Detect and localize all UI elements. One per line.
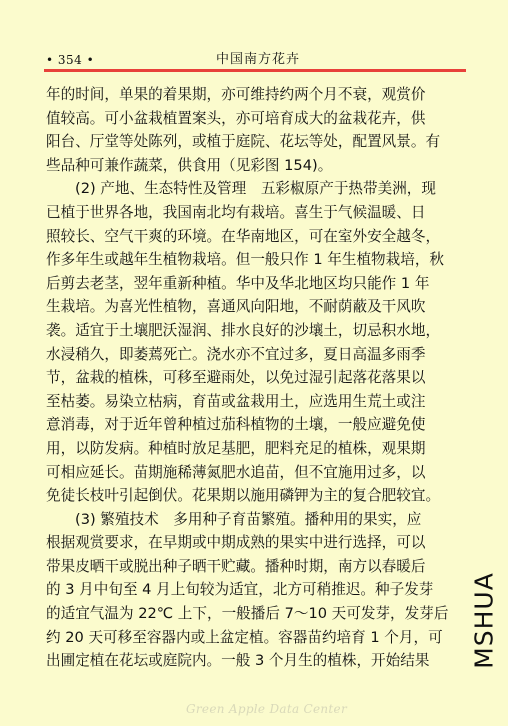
text-line: 的 3 月中旬至 4 月上旬较为适宜，北方可稍推迟。种子发芽 — [46, 581, 434, 599]
text-line: 水浸稍久，即萎蔫死亡。浇水亦不宜过多，夏日高温多雨季 — [46, 345, 426, 363]
text-line: 的适宜气温为 22℃ 上下，一般播后 7～10 天可发芽，发芽后 — [46, 605, 449, 623]
section-heading-line: (2) 产地、生态特性及管理 五彩椒原产于热带美洲，现 — [75, 180, 436, 198]
text-line: 值较高。可小盆栽植置案头，亦可培育成大的盆栽花卉，供 — [46, 109, 426, 127]
text-line: 已植于世界各地，我国南北均有栽培。喜生于气候温暖、日 — [46, 203, 426, 221]
text-line: 后剪去老茎，翌年重新种植。华中及华北地区均只能作 1 年 — [46, 274, 430, 292]
text-line: 照较长、空气干爽的环境。在华南地区，可在室外安全越冬， — [46, 227, 441, 245]
text-line: 作多年生或越年生植物栽培。但一般只作 1 年生植物栽培，秋 — [46, 251, 445, 269]
text-line: 根据观赏要求，在早期或中期成熟的果实中进行选择，可以 — [46, 534, 426, 552]
text-line: 约 20 天可移至容器内或上盆定植。容器苗约培育 1 个月，可 — [46, 628, 443, 646]
text-line: 至枯萎。易染立枯病，育苗或盆栽用土，应选用生荒土或注 — [46, 392, 426, 410]
text-line: 年的时间，单果的着果期，亦可维持约两个月不衰，观赏价 — [46, 86, 426, 103]
text-line: 节，盆栽的植株，可移至避雨处，以免过湿引起落花落果以 — [46, 369, 426, 387]
bottom-watermark: Green Apple Data Center — [186, 702, 347, 716]
text-line: 出圃定植在花坛或庭院内。一般 3 个月生的植株，开始结果 — [46, 652, 430, 670]
text-line: 生栽培。为喜光性植物，喜通风向阳地，不耐荫蔽及干风吹 — [46, 298, 426, 316]
header-rule — [44, 69, 466, 72]
text-line: 用，以防发病。种植时放足基肥，肥料充足的植株，观果期 — [46, 439, 426, 457]
text-line: 免徒长枝叶引起倒伏。花果期以施用磷钾为主的复合肥较宜。 — [46, 487, 441, 505]
side-watermark: MSHUA — [469, 572, 499, 669]
page-number: • 354 • — [46, 53, 95, 67]
text-line: 些品种可兼作蔬菜，供食用（见彩图 154)。 — [46, 156, 333, 174]
text-line: 阳台、厅堂等处陈列，或植于庭院、花坛等处，配置风景。有 — [46, 133, 441, 151]
section-heading-line: (3) 繁殖技术 多用种子育苗繁殖。播种用的果实，应 — [75, 510, 422, 528]
running-title: 中国南方花卉 — [216, 52, 301, 67]
page-header — [44, 52, 464, 70]
text-line: 袭。适宜于土壤肥沃湿润、排水良好的沙壤土，切忌积水地， — [46, 321, 441, 339]
text-line: 带果皮晒干或脱出种子晒干贮藏。播种时期，南方以春暖后 — [46, 557, 426, 575]
text-line: 可相应延长。苗期施稀薄氮肥水追苗，但不宜施用过多，以 — [46, 463, 426, 481]
text-line: 意消毒，对于近年曾种植过茄科植物的土壤，一般应避免使 — [46, 416, 426, 434]
body-text — [46, 83, 470, 673]
